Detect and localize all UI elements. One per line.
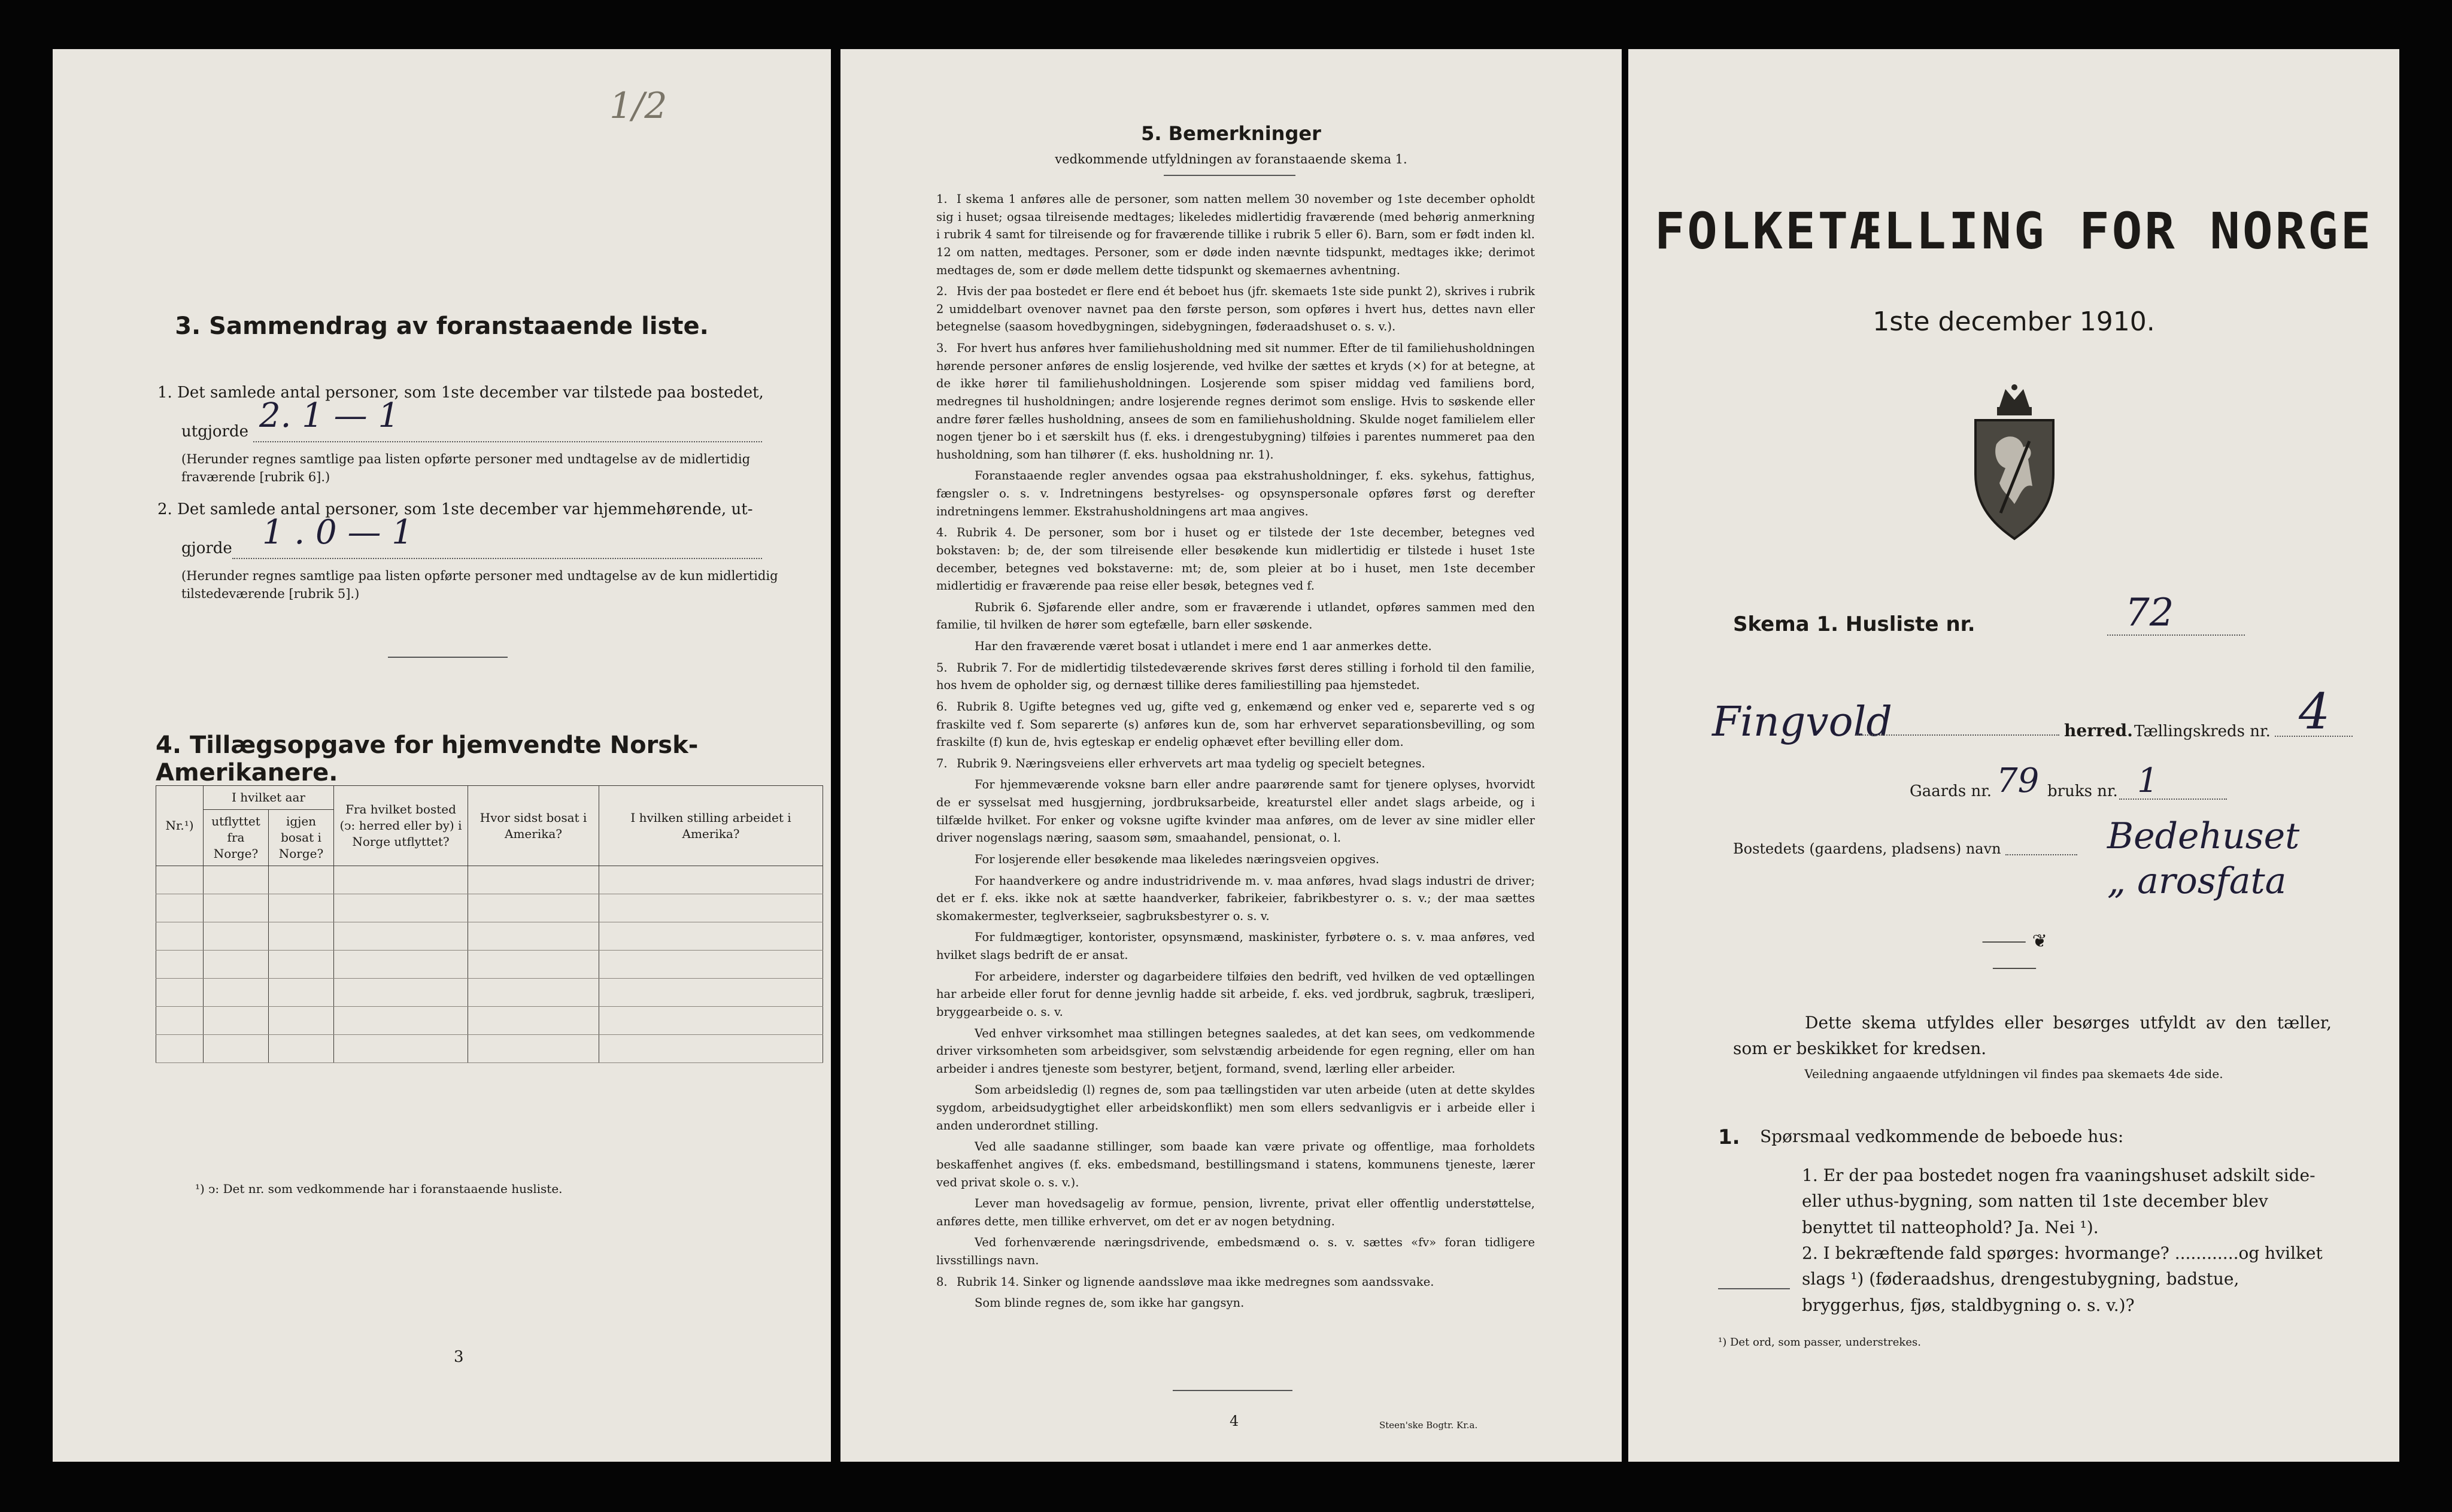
remark-text: For hvert hus anføres hver familiehusholdning med sit nummer. Efter de til familiehusholdningen hørende personer anføres de enslig losjerende, ved hvilke der sættes et kryds (×) for at betegne, at de ikke hører til familiehusholdningen. Losjerende som spiser middag ved familiens bord, medregnes til husholdningen; andre losjerende regnes derimot som enslige. Hvis to søskende eller andre fører fælles husholdning, ansees de som en familiehusholdning. Skulde noget familielem eller nogen tjener bo i et særskilt hus (f. eks. i drengestubygning) tilføies i parentes nummeret paa den husholdning, som han tilhører (f. eks. husholdning nr. 1). [936,341,1535,462]
table-row [156,866,823,894]
remark-text: Rubrik 4. De personer, som bor i huset og er tilstede der 1ste december, betegnes ved bokstaven: b; de, der som tilreisende eller besøkende kun midlertidig er tilstede i huset 1ste december, betegnes ved bokstaverne: mt; de, som pleier at bo i huset, men 1ste december midlertidig er fraværende paa reise eller besøk, betegnes ved f. [936,526,1535,593]
remark-number: 8. [936,1274,948,1289]
divider [388,657,508,658]
table-row [156,1035,823,1063]
husliste-number: 72 [2125,591,2174,635]
corner-handwriting: 1/2 [609,85,667,127]
remark-item [936,659,1535,694]
kreds-label: Tællingskreds nr. [2134,722,2271,740]
question-2-text: 2. Det samlede antal personer, som 1ste december var hjemmehørende, ut- [157,500,753,518]
header-utflyttet: utflyttet fra Norge? [204,810,269,866]
remark-item [936,190,1535,279]
remark-item [936,1025,1535,1078]
bosted-handwritten-1: Bedehuset [2107,815,2300,857]
remark-item [936,872,1535,925]
remarks-title: 5. Bemerkninger [1141,122,1321,145]
cover-question-1: 1. Er der paa bostedet nogen fra vaaningshuset adskilt side- eller uthus-bygning, som natten til 1ste december blev benyttet til natteophold? Ja. Nei ¹). [1802,1165,2316,1237]
remark-item [936,283,1535,336]
intro-text: Dette skema utfyldes eller besørges utfyldt av den tæller, som er beskikket for kredsen. [1733,1013,2332,1059]
remark-number: 5. [936,660,948,675]
header-nr: Nr.¹) [156,786,204,866]
table-footnote: ¹) ↄ: Det nr. som vedkommende har i foranstaaende husliste. [195,1182,563,1196]
remark-text: Har den fraværende været bosat i utlandet i mere end 1 aar anmerkes dette. [975,639,1432,653]
divider [1718,1288,1790,1289]
question-1-handwritten: 2. 1 — 1 [259,396,400,435]
remark-text: Lever man hovedsagelig av formue, pension, livrente, privat eller offentlig understøttelse, anføres dette, men tillike erhvervet, om det er av nogen betydning. [936,1197,1535,1228]
divider [1173,1390,1292,1391]
remark-number: 7. [936,756,948,770]
remark-number: 1. [936,192,948,206]
header-stilling: I hvilken stilling arbeidet i Amerika? [599,786,823,866]
remark-text: For fuldmægtiger, kontorister, opsynsmænd, maskinister, fyrbøtere o. s. v. maa anføres, ved hvilket slags bedrift de er ansat. [936,930,1535,962]
remark-item [936,599,1535,634]
remark-number: 6. [936,699,948,714]
remark-text: For arbeidere, inderster og dagarbeidere tilføies den bedrift, ved hvilken de ved optællingen har arbeide eller forut for denne jevnlig hadde sit arbeide, f. eks. ved jordbruk, sagbruk, træsliperi, bryggearbeide o. s. v. [936,969,1535,1019]
question-1-text: 1. Det samlede antal personer, som 1ste december var tilstede paa bostedet, [157,384,764,402]
page-number: 4 [1230,1413,1239,1429]
cover-question-2: 2. I bekræftende fald spørges: hvormange? ............og hvilket slags ¹) (føderaadshus, drengestubygning, badstue, bryggerhus, fjøs, staldbygning o. s. v.)? [1802,1243,2323,1315]
coat-of-arms-icon [1964,384,2065,546]
remark-item [936,1081,1535,1134]
header-igjen-bosat: igjen bosat i Norge? [269,810,334,866]
remark-text: Rubrik 6. Sjøfarende eller andre, som er fraværende i utlandet, opføres sammen med den familie, til hvilken de hører som egtefælle, barn eller søskende. [936,600,1535,632]
remark-text: Ved forhenværende næringsdrivende, embedsmænd o. s. v. sættes «fv» foran tidligere livsstillings navn. [936,1235,1535,1267]
table-row [156,922,823,951]
table-row [156,894,823,922]
cover-footnote: ¹) Det ord, som passer, understrekes. [1718,1336,1921,1349]
question-1-note: (Herunder regnes samtlige paa listen opførte personer med undtagelse av de midlertidig fraværende [rubrik 6].) [181,452,751,485]
remark-item [936,1294,1535,1312]
header-hvor-bosat: Hvor sidst bosat i Amerika? [468,786,599,866]
page-1-cover [1628,49,2399,1462]
remark-text: Som blinde regnes de, som ikke har gangsyn. [975,1296,1245,1310]
herred-line [1856,734,2059,736]
bruks-label: bruks nr. [2047,782,2118,800]
header-group-year: I hvilket aar [204,786,334,810]
question-section-number: 1. [1718,1125,1740,1149]
bruks-number: 1 [2137,761,2159,800]
remark-item [936,637,1535,655]
remark-text: For losjerende eller besøkende maa likeledes næringsveien opgives. [975,852,1379,866]
section-4-title: 4. Tillægsopgave for hjemvendte Norsk-Amerikanere. [156,731,699,787]
printer-name: Steen'ske Bogtr. Kr.a. [1379,1420,1478,1431]
remark-item [936,776,1535,847]
remark-item [936,698,1535,751]
remark-item [936,851,1535,869]
question-2-note: (Herunder regnes samtlige paa listen opførte personer med undtagelse av de kun midlertidig tilstedeværende [rubrik 5].) [181,569,778,602]
bosted-handwritten-2: „ arosfata [2107,860,2287,902]
remark-number: 4. [936,526,948,540]
remark-text: I skema 1 anføres alle de personer, som natten mellem 30 november og 1ste december opholdt sig i huset; ogsaa tilreisende medtages; likeledes midlertidig fraværende (med behørig anmerkning i rubrik 4 samt for tilreisende og for fraværende tillike i rubrik 5 eller 6). Barn, som er født inden kl. 12 om natten, medtages. Personer, som er døde inden nævnte tidspunkt, medtages ikke; derimot medtages de, som er døde mellem dette tidspunkt og skemaernes avhentning. [936,192,1535,277]
gaards-label: Gaards nr. [1910,782,1992,800]
question-2-label: gjorde [181,539,232,557]
norsk-amerikanere-table [156,785,823,1063]
remark-text: Foranstaaende regler anvendes ogsaa paa ekstrahusholdninger, f. eks. sykehus, fattighus, fængsler o. s. v. Indretningens bestyrelses- og opsynspersonale opføres først og derefter indretningens lemmer. Ekstrahusholdningens art maa angives. [936,469,1535,518]
table-row [156,1007,823,1035]
bruks-line [2119,798,2227,800]
remark-item [936,524,1535,595]
ornament-icon: ⸻ ❦ ⸻ [1981,931,2047,978]
question-1-line [253,441,762,442]
remarks-list [936,190,1535,1316]
remark-item [936,968,1535,1021]
census-date: 1ste december 1910. [1873,306,2155,337]
question-2-line [232,558,762,559]
remark-text: Rubrik 14. Sinker og lignende aandssløve maa ikke medregnes som aandssvake. [957,1274,1434,1289]
page-4-remarks [840,49,1622,1462]
remark-number: 2. [936,284,948,299]
divider [1164,175,1295,176]
bosted-label: Bostedets (gaardens, pladsens) navn [1733,840,2001,857]
bosted-line [2005,854,2077,855]
remark-item [936,339,1535,463]
remark-item [936,755,1535,773]
remark-number: 3. [936,341,948,355]
page-3-summary [53,49,831,1462]
remark-text: Hvis der paa bostedet er flere end ét beboet hus (jfr. skemaets 1ste side punkt 2), skrives i rubrik 2 umiddelbart ovenover navnet paa den første person, som opføres i hvert hus, dettes navn eller betegnelse (saasom hovedbygningen, sidebygningen, føderaadshuset o. s. v.). [936,284,1535,334]
main-title: FOLKETÆLLING FOR NORGE [1654,202,2374,260]
remark-text: Rubrik 7. For de midlertidig tilstedeværende skrives først deres stilling i forhold til den familie, hos hvem de opholder sig, og dernæst tillike deres familiestilling paa hjemstedet. [936,660,1535,693]
table-row [156,979,823,1007]
remark-text: For haandverkere og andre industridrivende m. v. maa anføres, hvad slags industri de driver; det er f. eks. ikke nok at sætte haandverker, fabrikeier, fabrikbestyrer o. s. v.; der maa sættes skomakermester, teglverkseier, sagbruksbestyrer o. s. v. [936,873,1535,923]
skema-label: Skema 1. Husliste nr. [1733,612,1975,636]
section-3-title: 3. Sammendrag av foranstaaende liste. [175,312,709,340]
remark-text: Som arbeidsledig (l) regnes de, som paa tællingstiden var uten arbeide (uten at dette skyldes sygdom, arbeidsudygtighet eller arbeidskonflikt) men som ellers sedvanligvis er i arbeide eller i anden underordnet stilling. [936,1083,1535,1133]
page-number: 3 [454,1348,464,1366]
kreds-number: 4 [2299,684,2330,740]
gaards-number: 79 [1996,761,2040,800]
remark-text: Ved enhver virksomhet maa stillingen betegnes saaledes, at det kan sees, om vedkommende driver virksomheten som arbeidsgiver, som selvstændig arbeidende for egen regning, eller om han arbeider i andres tjeneste som bestyrer, betjent, formand, svend, lærling eller arbeider. [936,1026,1535,1076]
remark-item [936,928,1535,964]
intro-note: Veiledning angaaende utfyldningen vil findes paa skemaets 4de side. [1804,1067,2223,1081]
remark-text: For hjemmeværende voksne barn eller andre paarørende samt for tjenere oplyses, hvorvidt de er sysselsat med husgjerning, jordbruksarbeide, kreaturstel eller andet slags arbeide, og i tilfælde hvilket. For enker og voksne ugifte kvinder maa anføres, om de lever av sine midler eller driver nogenslags næring, saasom søm, smaahandel, pensionat, o. l. [936,778,1535,845]
remark-item [936,467,1535,520]
header-fra-bosted: Fra hvilket bosted (ↄ: herred eller by) i Norge utflyttet? [334,786,468,866]
remark-text: Rubrik 8. Ugifte betegnes ved ug, gifte ved g, enkemænd og enker ved e, separerte ved s og fraskilte ved f. Som separerte (s) anføres kun de, som har erhvervet separationsbevilling, og som fraskilte (f) kun de, hvis egteskap er endelig ophævet efter bevilling eller dom. [936,699,1535,749]
remark-item [936,1273,1535,1291]
remark-text: Rubrik 9. Næringsveiens eller erhvervets art maa tydelig og specielt betegnes. [957,756,1425,770]
question-section-title: Spørsmaal vedkommende de beboede hus: [1760,1127,2124,1146]
remark-item [936,1234,1535,1269]
remark-text: Ved alle saadanne stillinger, som baade kan være private og offentlige, maa forholdets beskaffenhet angives (f. eks. embedsmand, bestillingsmand i statens, kommunens tjeneste, lærer ved privat skole o. s. v.). [936,1140,1535,1189]
remarks-subtitle: vedkommende utfyldningen av foranstaaende skema 1. [1055,152,1407,166]
remark-item [936,1195,1535,1230]
question-1-label: utgjorde [181,423,249,441]
table-row [156,951,823,979]
remark-item [936,1138,1535,1191]
herred-handwritten: Fingvold [1712,699,1892,746]
herred-label: herred. [2064,721,2133,740]
question-2-handwritten: 1 . 0 — 1 [262,513,413,552]
